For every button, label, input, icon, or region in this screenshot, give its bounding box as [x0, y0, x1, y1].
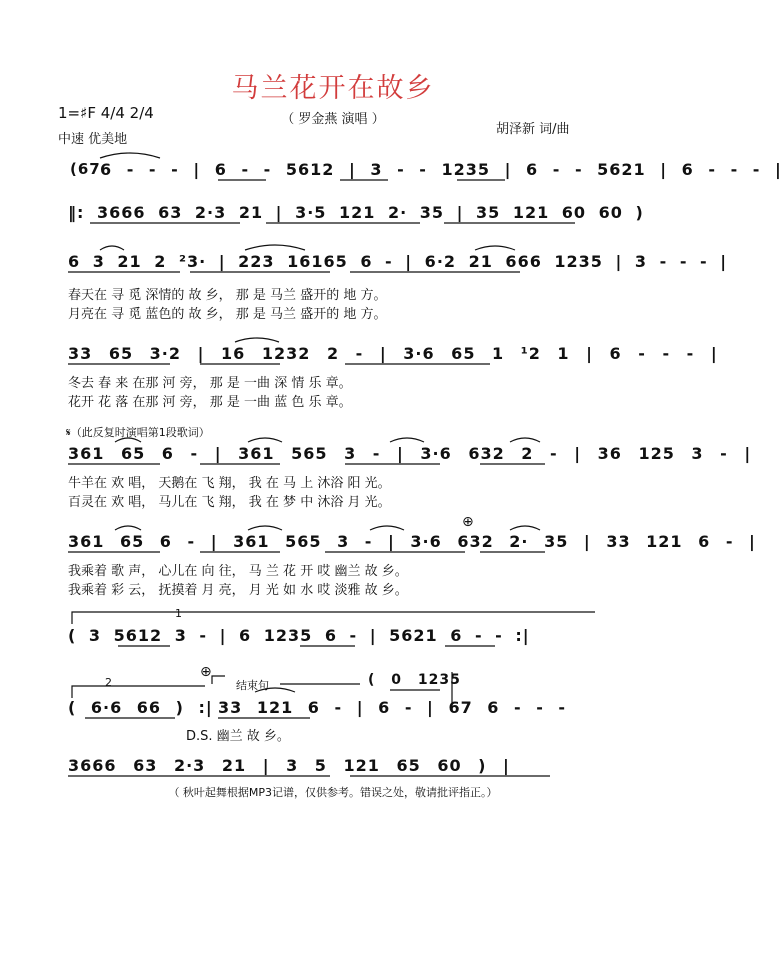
verse1-lyric-1: 春天在 寻 觅 深情的 故 乡， 那 是 马兰 盛开的 地 方。 [68, 288, 387, 303]
verse2-lyric-2: 花开 花 落 在那 河 旁， 那 是 一曲 蓝 色 乐 章。 [68, 395, 352, 410]
coda-mark-verse4: ⊕ [462, 514, 474, 530]
verse3-notes: 361 65 6 - | 361 565 3 - | 3·6 632 2 - | 36 125 3 - | [68, 444, 752, 463]
verse2-notes: 33 65 3·2 | 16 1232 2 - | 3·6 65 1 ¹2 1 | 6 - - - | [68, 344, 718, 363]
verse3-lyric-1: 牛羊在 欢 唱， 天鹅在 飞 翔， 我 在 马 上 沐浴 阳 光。 [68, 476, 391, 491]
footer-note: （ 秋叶起舞根据MP3记谱，仅供参考。错误之处，敬请批评指正。） [168, 786, 498, 799]
verse2-lyric-1: 冬去 春 来 在那 河 旁， 那 是 一曲 深 情 乐 章。 [68, 376, 352, 391]
coda-mark-ending: ⊕ [200, 664, 212, 680]
verse1-notes: 6 3 21 2 ²3· | 223 16165 6 - | 6·2 21 666 1235 | 3 - - - | [68, 252, 728, 271]
ending-lyric: D.S. 幽兰 故 乡。 [186, 729, 290, 744]
volta-1-notes: ( 3 5612 3 - | 6 1235 6 - | 5621 6 - - :| [68, 626, 530, 645]
prelude-notes: ‖: 3666 63 2·3 21 | 3·5 121 2· 35 | 35 121 60 60 ) [68, 203, 644, 222]
volta-2-label: 2 [105, 676, 112, 689]
verse4-lyric-1: 我乘着 歌 声， 心儿在 向 往， 马 兰 花 开 哎 幽兰 故 乡。 [68, 564, 408, 579]
verse1-lyric-2: 月亮在 寻 觅 蓝色的 故 乡， 那 是 马兰 盛开的 地 方。 [68, 307, 387, 322]
ending-notes: 33 121 6 - | 6 - | 67 6 - - - [218, 698, 567, 717]
intro-notes: 6 - - - | 6 - - 5612 | 3 - - 1235 | 6 - - 5621 | 6 - - - | [100, 160, 782, 179]
key-signature: 1=♯F 4/4 2/4 [58, 104, 154, 122]
finale-notes: 3666 63 2·3 21 | 3 5 121 65 60 ) | [68, 756, 510, 775]
ending-paren-notes: ( 0 1235 [368, 672, 461, 688]
ending-label: 结束句 [236, 679, 269, 692]
singer-credit: （ 罗金燕 演唱 ） [281, 112, 385, 127]
volta-1-label: 1 [175, 607, 182, 620]
song-title: 马兰花开在故乡 [231, 73, 435, 104]
verse4-notes: 361 65 6 - | 361 565 3 - | 3·6 632 2· 35 | 33 121 6 - | [68, 532, 756, 551]
verse4-lyric-2: 我乘着 彩 云， 抚摸着 月 亮， 月 光 如 水 哎 淡雅 故 乡。 [68, 583, 408, 598]
volta-2-notes: ( 6·6 66 ) :| [68, 698, 213, 717]
intro-prefix: (67 [70, 160, 101, 178]
tempo-marking: 中速 优美地 [58, 132, 128, 147]
author-credit: 胡泽新 词/曲 [496, 122, 570, 137]
verse3-lyric-2: 百灵在 欢 唱， 马儿在 飞 翔， 我 在 梦 中 沐浴 月 光。 [68, 495, 391, 510]
repeat-note: 𝄋（此反复时演唱第1段歌词） [66, 426, 210, 439]
